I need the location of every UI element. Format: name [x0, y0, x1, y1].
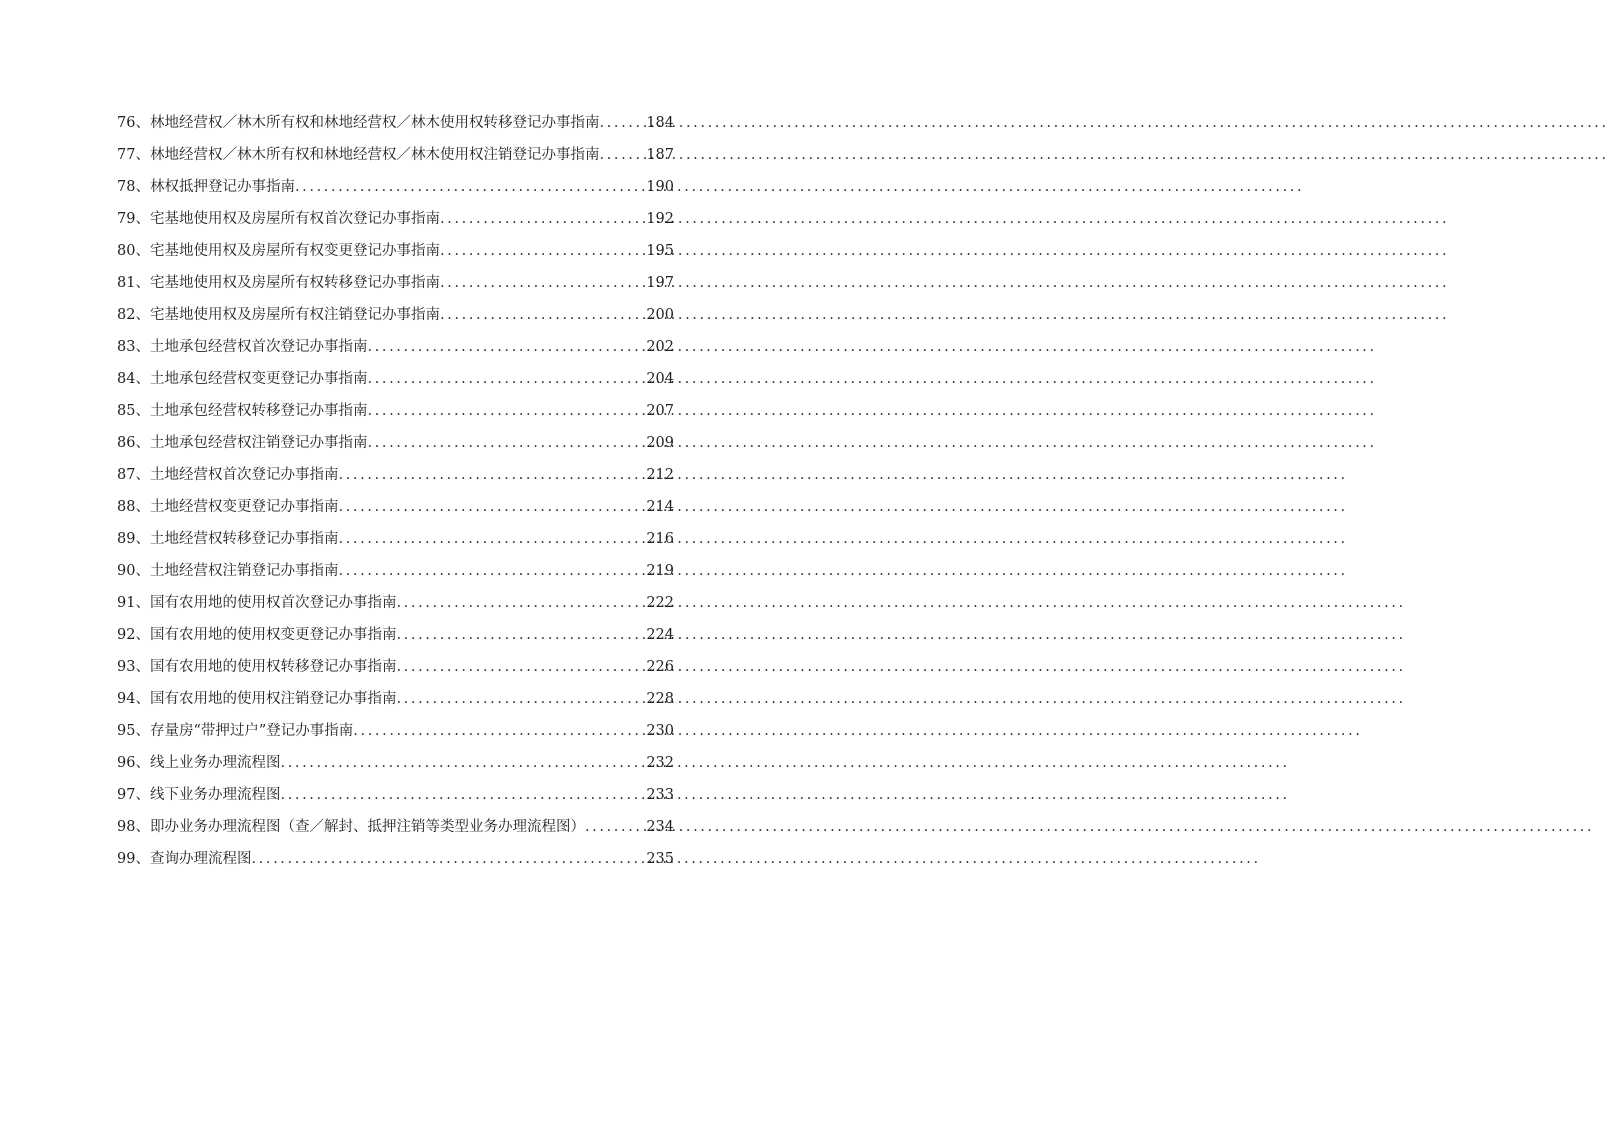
toc-entry-page: 195: [646, 243, 674, 259]
toc-entry-90[interactable]: [117, 555, 674, 587]
toc-entry-number: 76、: [117, 115, 150, 131]
toc-entry-title: 土地经营权首次登记办事指南: [149, 467, 339, 483]
table-of-contents: [117, 107, 674, 875]
toc-dot-leader: [396, 651, 646, 683]
toc-entry-81[interactable]: [117, 267, 674, 299]
toc-dot-leader: [396, 683, 646, 715]
toc-entry-title: 即办业务办理流程图（查／解封、抵押注销等类型业务办理流程图）: [149, 819, 585, 835]
toc-entry-page: 190: [646, 179, 674, 195]
toc-entry-number: 89、: [117, 531, 150, 547]
toc-entry-number: 80、: [117, 243, 150, 259]
toc-entry-80[interactable]: [117, 235, 674, 267]
toc-entry-number: 84、: [117, 371, 150, 387]
toc-entry-91[interactable]: [117, 587, 674, 619]
toc-entry-page: 187: [646, 147, 674, 163]
toc-dot-leader: [280, 779, 646, 811]
toc-entry-number: 77、: [117, 147, 150, 163]
toc-entry-84[interactable]: [117, 363, 674, 395]
toc-dot-leader: [599, 139, 646, 171]
toc-dot-leader: [280, 747, 646, 779]
toc-entry-page: 202: [646, 339, 674, 355]
toc-entry-title: 林地经营权／林木所有权和林地经营权／林木使用权转移登记办事指南: [149, 115, 600, 131]
toc-entry-number: 96、: [117, 755, 150, 771]
toc-entry-title: 土地经营权转移登记办事指南: [149, 531, 339, 547]
toc-entry-page: 226: [646, 659, 674, 675]
toc-entry-77[interactable]: [117, 139, 674, 171]
toc-entry-number: 97、: [117, 787, 150, 803]
toc-dot-leader: [440, 203, 646, 235]
toc-entry-93[interactable]: [117, 651, 674, 683]
toc-entry-title: 线上业务办理流程图: [149, 755, 281, 771]
toc-entry-page: 200: [646, 307, 674, 323]
toc-entry-page: 209: [646, 435, 674, 451]
toc-dot-leader: [585, 811, 646, 843]
toc-entry-title: 林权抵押登记办事指南: [149, 179, 295, 195]
toc-entry-number: 99、: [117, 851, 150, 867]
toc-dot-leader: [338, 523, 646, 555]
toc-dot-leader: [353, 715, 646, 747]
toc-entry-88[interactable]: [117, 491, 674, 523]
toc-entry-title: 宅基地使用权及房屋所有权转移登记办事指南: [149, 275, 440, 291]
toc-entry-title: 国有农用地的使用权转移登记办事指南: [149, 659, 397, 675]
toc-entry-title: 线下业务办理流程图: [149, 787, 281, 803]
toc-entry-page: 222: [646, 595, 674, 611]
toc-entry-82[interactable]: [117, 299, 674, 331]
toc-entry-78[interactable]: [117, 171, 674, 203]
toc-entry-number: 79、: [117, 211, 150, 227]
toc-entry-86[interactable]: [117, 427, 674, 459]
toc-dot-leader: [396, 587, 646, 619]
toc-entry-76[interactable]: [117, 107, 674, 139]
toc-entry-title: 宅基地使用权及房屋所有权首次登记办事指南: [149, 211, 440, 227]
toc-entry-title: 国有农用地的使用权注销登记办事指南: [149, 691, 397, 707]
toc-dot-leader: [367, 395, 646, 427]
toc-entry-page: 234: [646, 819, 674, 835]
toc-dot-leader: [599, 107, 646, 139]
toc-entry-number: 98、: [117, 819, 150, 835]
toc-dot-leader: [367, 363, 646, 395]
toc-entry-page: 224: [646, 627, 674, 643]
toc-entry-page: 233: [646, 787, 674, 803]
toc-entry-number: 85、: [117, 403, 150, 419]
toc-entry-page: 192: [646, 211, 674, 227]
toc-dot-leader: [440, 267, 646, 299]
toc-dot-leader: [440, 235, 646, 267]
toc-entry-95[interactable]: [117, 715, 674, 747]
toc-entry-79[interactable]: [117, 203, 674, 235]
toc-entry-number: 91、: [117, 595, 150, 611]
toc-dot-leader: [396, 619, 646, 651]
toc-entry-page: 184: [646, 115, 674, 131]
toc-entry-83[interactable]: [117, 331, 674, 363]
toc-entry-page: 207: [646, 403, 674, 419]
toc-entry-98[interactable]: [117, 811, 674, 843]
toc-entry-85[interactable]: [117, 395, 674, 427]
toc-entry-number: 88、: [117, 499, 150, 515]
toc-entry-title: 土地承包经营权转移登记办事指南: [149, 403, 368, 419]
toc-entry-title: 土地经营权变更登记办事指南: [149, 499, 339, 515]
toc-entry-page: 204: [646, 371, 674, 387]
toc-dot-leader: [367, 331, 646, 363]
toc-entry-page: 219: [646, 563, 674, 579]
toc-entry-title: 查询办理流程图: [149, 851, 252, 867]
toc-entry-title: 土地承包经营权首次登记办事指南: [149, 339, 368, 355]
toc-dot-leader: [338, 459, 646, 491]
toc-entry-number: 81、: [117, 275, 150, 291]
toc-entry-number: 83、: [117, 339, 150, 355]
toc-entry-page: 216: [646, 531, 674, 547]
toc-entry-number: 86、: [117, 435, 150, 451]
toc-entry-title: 存量房“带押过户”登记办事指南: [149, 723, 354, 739]
toc-entry-96[interactable]: [117, 747, 674, 779]
toc-dot-leader: [251, 843, 646, 875]
toc-entry-97[interactable]: [117, 779, 674, 811]
toc-entry-number: 93、: [117, 659, 150, 675]
toc-entry-title: 土地承包经营权注销登记办事指南: [149, 435, 368, 451]
toc-entry-number: 78、: [117, 179, 150, 195]
toc-entry-number: 87、: [117, 467, 150, 483]
toc-entry-92[interactable]: [117, 619, 674, 651]
toc-dot-leader: [338, 491, 646, 523]
toc-entry-page: 235: [646, 851, 674, 867]
toc-entry-87[interactable]: [117, 459, 674, 491]
toc-entry-number: 94、: [117, 691, 150, 707]
toc-dot-leader: [338, 555, 646, 587]
toc-entry-number: 92、: [117, 627, 150, 643]
toc-entry-title: 国有农用地的使用权首次登记办事指南: [149, 595, 397, 611]
toc-entry-page: 230: [646, 723, 674, 739]
toc-entry-number: 95、: [117, 723, 150, 739]
toc-entry-title: 宅基地使用权及房屋所有权变更登记办事指南: [149, 243, 440, 259]
toc-entry-page: 232: [646, 755, 674, 771]
toc-entry-title: 国有农用地的使用权变更登记办事指南: [149, 627, 397, 643]
toc-entry-title: 林地经营权／林木所有权和林地经营权／林木使用权注销登记办事指南: [149, 147, 600, 163]
toc-entry-number: 90、: [117, 563, 150, 579]
toc-entry-page: 212: [646, 467, 674, 483]
toc-dot-leader: [295, 171, 646, 203]
toc-entry-99[interactable]: [117, 843, 674, 875]
toc-entry-title: 宅基地使用权及房屋所有权注销登记办事指南: [149, 307, 440, 323]
toc-entry-title: 土地承包经营权变更登记办事指南: [149, 371, 368, 387]
toc-entry-number: 82、: [117, 307, 150, 323]
toc-entry-page: 214: [646, 499, 674, 515]
toc-entry-title: 土地经营权注销登记办事指南: [149, 563, 339, 579]
toc-dot-leader: [440, 299, 646, 331]
toc-dot-leader: [367, 427, 646, 459]
toc-entry-89[interactable]: [117, 523, 674, 555]
toc-entry-94[interactable]: [117, 683, 674, 715]
toc-entry-page: 228: [646, 691, 674, 707]
toc-entry-page: 197: [646, 275, 674, 291]
